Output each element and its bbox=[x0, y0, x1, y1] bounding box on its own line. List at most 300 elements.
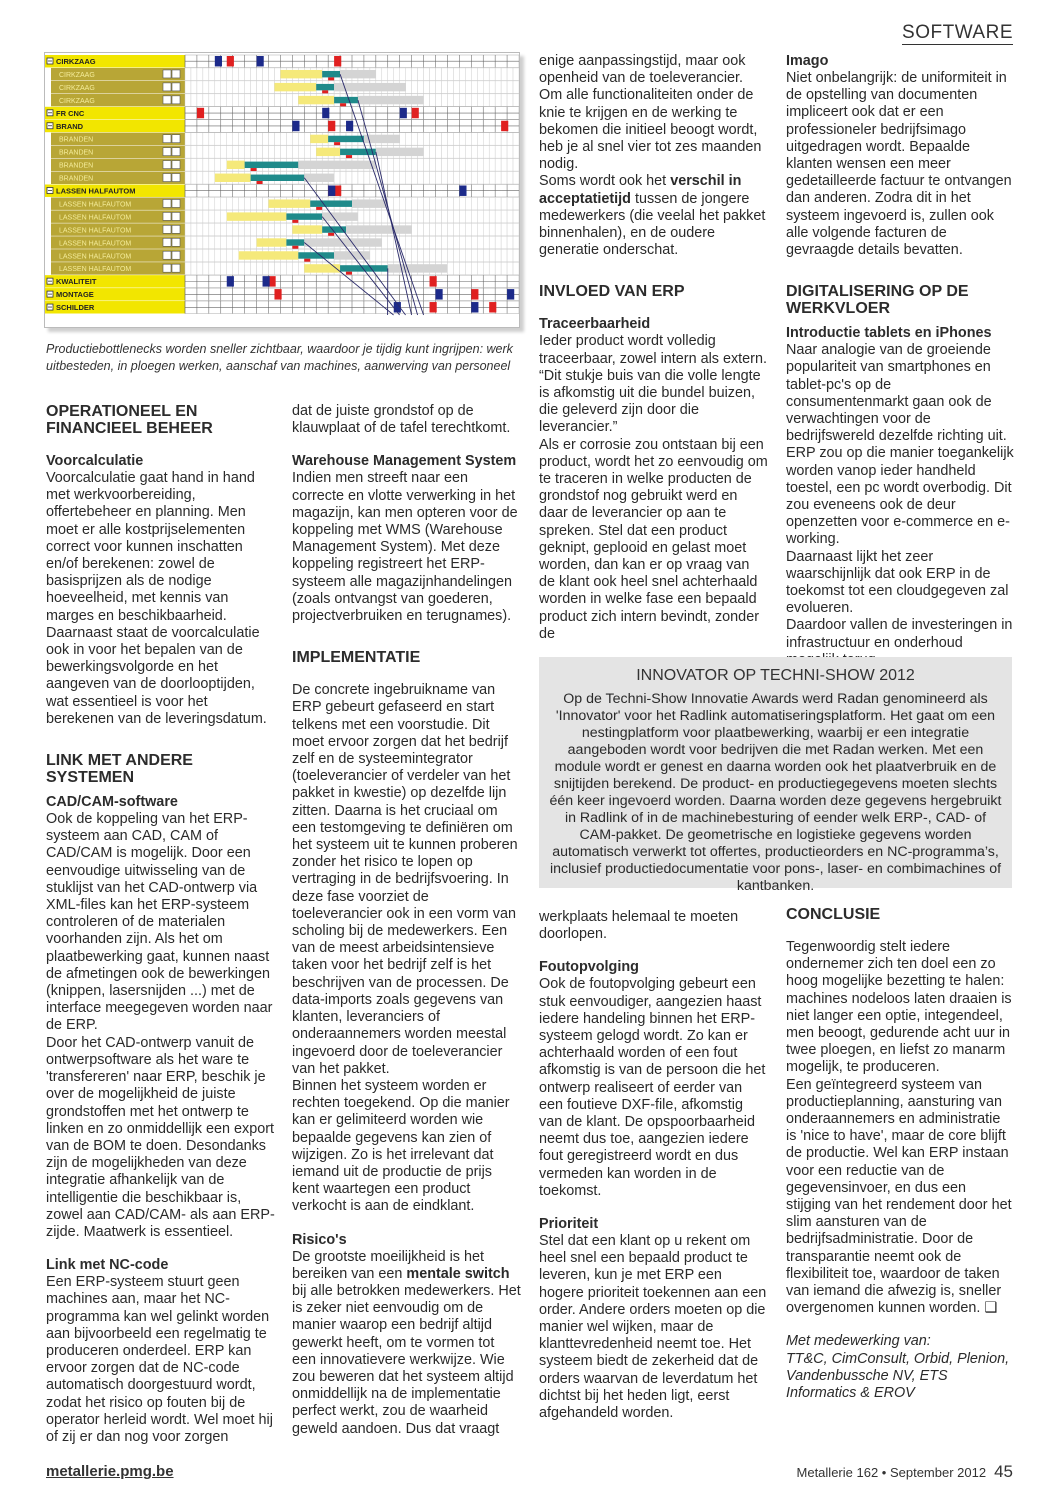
grid-cell bbox=[280, 223, 286, 235]
grid-cell bbox=[436, 236, 442, 248]
paragraph: Een ERP-systeem stuurt geen machines aan, maar het NC-programma kan wel gelinkt worden aan bijvoorbeeld een regelmatig te produceren onderdeel. ERP kan ervoor zorgen dat de NC-code automatisch doorgestuurd wordt, zodat het risico op fouten bij de operator herleid wordt. Wel moet hij of zij er dan nog voor zorgen bbox=[46, 1274, 273, 1445]
grid-cell bbox=[221, 197, 227, 209]
group-label: MONTAGE bbox=[56, 290, 94, 300]
grid-cell bbox=[215, 94, 221, 106]
bar-marker bbox=[251, 168, 257, 171]
grid-cell bbox=[197, 159, 203, 171]
grid-cell bbox=[245, 197, 251, 209]
grid-cell bbox=[191, 236, 197, 248]
grid-cell bbox=[489, 223, 495, 235]
grid-cell bbox=[459, 262, 465, 274]
paragraph: werkplaats helemaal te moeten doorlopen. bbox=[539, 909, 739, 943]
grid-cell bbox=[215, 133, 221, 145]
grid-cell bbox=[376, 210, 382, 222]
load-marker bbox=[322, 108, 329, 118]
flag-icon bbox=[172, 148, 180, 156]
grid-cell bbox=[209, 223, 215, 235]
resource-label: LASSEN HALFAUTOM bbox=[59, 240, 132, 248]
website-link[interactable]: metallerie.pmg.be bbox=[46, 1463, 174, 1480]
grid-cell bbox=[459, 81, 465, 93]
grid-cell bbox=[471, 197, 477, 209]
load-marker bbox=[400, 108, 407, 118]
bar-marker bbox=[346, 155, 352, 158]
grid-cell bbox=[495, 68, 501, 80]
grid-cell bbox=[203, 133, 209, 145]
grid-cell bbox=[424, 81, 430, 93]
load-marker bbox=[328, 186, 335, 196]
grid-cell bbox=[436, 146, 442, 158]
grid-cell bbox=[430, 197, 436, 209]
grid-cell bbox=[191, 159, 197, 171]
emphasis: mentale switch bbox=[406, 1265, 510, 1282]
grid-cell bbox=[280, 94, 286, 106]
grid-cell bbox=[209, 159, 215, 171]
grid-cell bbox=[447, 133, 453, 145]
grid-cell bbox=[215, 249, 221, 261]
paragraph: Een geïntegreerd systeem van productieplanning, aansturing van onderaannemers en administratie is 'nice to have', maar de core blijft de productie. Wel kan ERP instaan voor een reductie van de gegevensinvoer, en dus een stijging van het rendement door het slim aansturen van de bedrijfsadministratie. Door de transparantie neemt ook de flexibiliteit toe, waardoor de taken van iemand die afwezig is, sneller overgenomen kunnen worden. ❑ bbox=[786, 1076, 1012, 1317]
grid-cell bbox=[459, 94, 465, 106]
grid-cell bbox=[418, 133, 424, 145]
grid-cell bbox=[209, 249, 215, 261]
grid-cell bbox=[495, 249, 501, 261]
load-marker bbox=[436, 289, 443, 299]
grid-cell bbox=[507, 94, 513, 106]
grid-cell bbox=[459, 172, 465, 184]
grid-cell bbox=[263, 146, 269, 158]
grid-cell bbox=[513, 210, 519, 222]
column-4-bottom bbox=[786, 906, 1014, 1402]
grid-cell bbox=[471, 223, 477, 235]
bar-marker bbox=[322, 90, 328, 93]
flag-icon bbox=[172, 135, 180, 143]
grid-cell bbox=[382, 159, 388, 171]
grid-cell bbox=[412, 81, 418, 93]
bar-active bbox=[245, 162, 299, 168]
bar-planned bbox=[215, 174, 251, 182]
bar-planned bbox=[274, 83, 316, 91]
grid-cell bbox=[412, 68, 418, 80]
grid-cell bbox=[412, 223, 418, 235]
grid-cell bbox=[471, 210, 477, 222]
paragraph: Tegenwoordig stelt iedere ondernemer zich ten doel een zo hoog mogelijke bezetting te halen: machines nodeloos laten draaien is niet langer een optie, integendeel, men beoogt, gedurende acht uur in twee ploegen, en liefst zo manarm mogelijk, te produceren. bbox=[786, 939, 1012, 1076]
grid-cell bbox=[489, 133, 495, 145]
grid-cell bbox=[340, 172, 346, 184]
grid-cell bbox=[513, 172, 519, 184]
bar-planned bbox=[298, 96, 334, 104]
grid-cell bbox=[441, 94, 447, 106]
grid-cell bbox=[471, 94, 477, 106]
grid-cell bbox=[501, 133, 507, 145]
load-marker bbox=[227, 56, 234, 66]
grid-cell bbox=[465, 197, 471, 209]
grid-cell bbox=[477, 262, 483, 274]
grid-cell bbox=[465, 236, 471, 248]
grid-cell bbox=[418, 68, 424, 80]
grid-cell bbox=[382, 249, 388, 261]
grid-cell bbox=[263, 68, 269, 80]
heading-digitalisering: DIGITALISERING OP DE WERKVLOER bbox=[786, 283, 969, 318]
grid-cell bbox=[197, 223, 203, 235]
grid-cell bbox=[376, 68, 382, 80]
grid-cell bbox=[388, 172, 394, 184]
grid-cell bbox=[507, 68, 513, 80]
grid-cell bbox=[286, 94, 292, 106]
grid-cell bbox=[453, 133, 459, 145]
bar-planned bbox=[269, 199, 311, 207]
grid-cell bbox=[447, 159, 453, 171]
paragraph: Voorcalculatie gaat hand in hand met werkvoorbereiding, offertebeheer en planning. Men moet er alle kostprijselementen correct voor kunnen inschatten en/of berekenen: zowel de basisprijzen als de nodige hoeveelheid, met kennis van marges en beschikbaarheid. Daarnaast staat de voorcalculatie ook in voor het bepalen van de bewerkingsvolgorde en het aangeven van de doorlooptijden, wat essentieel is voor het berekenen van de leveringsdatum. bbox=[46, 470, 267, 727]
grid-cell bbox=[495, 159, 501, 171]
grid-cell bbox=[239, 146, 245, 158]
grid-cell bbox=[197, 94, 203, 106]
grid-cell bbox=[507, 81, 513, 93]
paragraph: Binnen het systeem worden er rechten toegekend. Op die manier kan er gelimiteerd worden wie bepaalde gegevens kan zien of wijzigen. Zo is het irrelevant dat iemand uit de productie de prijs kent waartegen een product verkocht is aan de eindklant. bbox=[292, 1077, 510, 1215]
flag-icon bbox=[172, 212, 180, 220]
grid-cell bbox=[203, 146, 209, 158]
grid-cell bbox=[436, 94, 442, 106]
grid-cell bbox=[221, 133, 227, 145]
grid-cell bbox=[513, 159, 519, 171]
grid-cell bbox=[418, 223, 424, 235]
grid-cell bbox=[251, 236, 257, 248]
grid-cell bbox=[412, 172, 418, 184]
grid-cell bbox=[453, 81, 459, 93]
grid-cell bbox=[292, 262, 298, 274]
grid-cell bbox=[495, 197, 501, 209]
grid-cell bbox=[257, 94, 263, 106]
bar-planned bbox=[257, 238, 287, 246]
grid-cell bbox=[436, 223, 442, 235]
grid-cell bbox=[507, 159, 513, 171]
grid-cell bbox=[424, 210, 430, 222]
box-body: Op de Techni-Show Innovatie Awards werd Radan genomineerd als 'Innovator' voor het Radlink automatiseringsplatform. Het gaat om een nestingplatform voor plaatbewerking, waarbij er een integratie aangeboden wordt voor bedrijven die met Radan werken. Met een module wordt er genest en daarna worden ook het plaatverbruik en de snijtijden berekend. De product- en productiegegevens moeten slechts één keer ingevoerd worden. Daarna worden deze gegevens hergebruikt in Radlink of in de machinebesturing of eender welk ERP-, CAD- of CAM-pakket. De geometrische en logistieke gegevens worden automatisch verwerkt tot offertes, productieorders en NC-programma’s, inclusief productiedocumentatie voor pons-, laser- en combimachines of kantbanken. bbox=[549, 691, 1002, 894]
grid-cell bbox=[203, 223, 209, 235]
bar-marker bbox=[346, 272, 352, 275]
grid-cell bbox=[233, 262, 239, 274]
grid-cell bbox=[465, 159, 471, 171]
grid-cell bbox=[203, 68, 209, 80]
grid-cell bbox=[459, 146, 465, 158]
grid-cell bbox=[495, 172, 501, 184]
grid-cell bbox=[239, 133, 245, 145]
grid-cell bbox=[215, 146, 221, 158]
grid-cell bbox=[197, 236, 203, 248]
grid-cell bbox=[358, 210, 364, 222]
resource-label: CIRKZAAG bbox=[59, 84, 95, 92]
grid-cell bbox=[185, 236, 191, 248]
load-marker bbox=[471, 289, 478, 299]
grid-cell bbox=[257, 223, 263, 235]
grid-cell bbox=[513, 262, 519, 274]
grid-cell bbox=[382, 68, 388, 80]
grid-cell bbox=[382, 210, 388, 222]
grid-cell bbox=[489, 81, 495, 93]
grid-cell bbox=[447, 81, 453, 93]
grid-cell bbox=[513, 197, 519, 209]
grid-cell bbox=[471, 172, 477, 184]
grid-cell bbox=[239, 68, 245, 80]
grid-cell bbox=[477, 94, 483, 106]
grid-cell bbox=[209, 146, 215, 158]
grid-cell bbox=[269, 94, 275, 106]
grid-cell bbox=[495, 94, 501, 106]
bar-marker bbox=[292, 246, 298, 249]
grid-cell bbox=[185, 210, 191, 222]
grid-cell bbox=[501, 68, 507, 80]
grid-cell bbox=[447, 172, 453, 184]
grid-cell bbox=[430, 81, 436, 93]
grid-cell bbox=[483, 236, 489, 248]
grid-cell bbox=[453, 262, 459, 274]
load-marker bbox=[430, 276, 437, 286]
grid-cell bbox=[412, 236, 418, 248]
grid-cell bbox=[501, 236, 507, 248]
grid-cell bbox=[513, 236, 519, 248]
grid-cell bbox=[209, 197, 215, 209]
grid-cell bbox=[263, 81, 269, 93]
paragraph: Ook de koppeling van het ERP-systeem aan CAD, CAM of CAD/CAM is mogelijk. Door een eenvoudige uitwisseling van de stuklijst van het CAD-ontwerp via XML-files kan het ERP-systeem controleren of de materialen voorhanden zijn. Als het om plaatbewerking gaat, kunnen naast de afmetingen ook de bewerkingen (knippen, lasersnijden ...) met de interface meegegeven worden naar de ERP. bbox=[46, 811, 273, 1034]
grid-cell bbox=[483, 81, 489, 93]
grid-cell bbox=[424, 223, 430, 235]
grid-cell bbox=[471, 81, 477, 93]
issue-info bbox=[797, 1462, 1013, 1482]
grid-cell bbox=[257, 133, 263, 145]
grid-cell bbox=[501, 223, 507, 235]
grid-cell bbox=[185, 81, 191, 93]
grid-cell bbox=[430, 146, 436, 158]
grid-cell bbox=[483, 146, 489, 158]
grid-cell bbox=[453, 94, 459, 106]
grid-cell bbox=[245, 236, 251, 248]
credits-names: TT&C, CimConsult, Orbid, Plenion, Vandenbussche NV, ETS Informatics & EROV bbox=[786, 1350, 1010, 1402]
load-marker bbox=[489, 302, 496, 312]
flag-icon bbox=[163, 83, 171, 91]
grid-cell bbox=[459, 223, 465, 235]
grid-cell bbox=[489, 236, 495, 248]
grid-cell bbox=[245, 94, 251, 106]
text-run: Soms wordt ook het bbox=[539, 173, 671, 190]
grid-cell bbox=[292, 94, 298, 106]
grid-cell bbox=[239, 236, 245, 248]
column-2 bbox=[292, 403, 522, 1438]
grid-cell bbox=[191, 94, 197, 106]
grid-cell bbox=[197, 68, 203, 80]
grid-cell bbox=[471, 236, 477, 248]
bar-planned bbox=[280, 70, 322, 78]
grid-cell bbox=[197, 133, 203, 145]
grid-cell bbox=[394, 68, 400, 80]
grid-cell bbox=[453, 146, 459, 158]
grid-cell bbox=[501, 249, 507, 261]
grid-cell bbox=[185, 262, 191, 274]
grid-cell bbox=[298, 262, 304, 274]
figure-caption: Productiebottlenecks worden sneller zichtbaar, waardoor je tijdig kunt ingrijpen: werk uitbesteden, in ploegen werken, aanschaf van machines, aanwerving van personeel bbox=[46, 342, 513, 373]
paragraph: Ieder product wordt volledig traceerbaar, zowel intern als extern. “Dit stukje buis van die volle lengte is afkomstig uit die bundel buizen, die geleverd zijn door die leverancier.” bbox=[539, 333, 767, 436]
grid-cell bbox=[388, 236, 394, 248]
grid-cell bbox=[388, 249, 394, 261]
flag-icon bbox=[172, 83, 180, 91]
grid-cell bbox=[245, 133, 251, 145]
grid-cell bbox=[185, 133, 191, 145]
grid-cell bbox=[441, 81, 447, 93]
grid-cell bbox=[251, 197, 257, 209]
grid-cell bbox=[441, 159, 447, 171]
grid-cell bbox=[477, 172, 483, 184]
grid-cell bbox=[274, 94, 280, 106]
heading-invloed-erp: INVLOED VAN ERP bbox=[539, 283, 685, 301]
bar-planned bbox=[316, 148, 340, 156]
grid-cell bbox=[406, 249, 412, 261]
grid-cell bbox=[197, 197, 203, 209]
flag-icon bbox=[163, 212, 171, 220]
grid-cell bbox=[221, 94, 227, 106]
load-marker bbox=[274, 289, 281, 299]
grid-cell bbox=[424, 249, 430, 261]
grid-cell bbox=[489, 262, 495, 274]
bar-active bbox=[328, 136, 364, 142]
group-label: KWALITEIT bbox=[56, 277, 97, 287]
grid-cell bbox=[197, 249, 203, 261]
grid-cell bbox=[447, 262, 453, 274]
grid-cell bbox=[269, 81, 275, 93]
innovator-box bbox=[539, 657, 1012, 894]
flag-icon bbox=[163, 225, 171, 233]
grid-cell bbox=[209, 133, 215, 145]
grid-cell bbox=[501, 146, 507, 158]
grid-cell bbox=[424, 68, 430, 80]
load-marker bbox=[471, 302, 478, 312]
grid-cell bbox=[233, 94, 239, 106]
grid-cell bbox=[447, 210, 453, 222]
load-marker bbox=[412, 108, 419, 118]
grid-cell bbox=[257, 68, 263, 80]
grid-cell bbox=[203, 159, 209, 171]
grid-cell bbox=[406, 133, 412, 145]
grid-cell bbox=[441, 236, 447, 248]
grid-cell bbox=[483, 262, 489, 274]
grid-cell bbox=[447, 236, 453, 248]
grid-cell bbox=[477, 68, 483, 80]
bar-marker bbox=[257, 181, 263, 184]
flag-icon bbox=[163, 148, 171, 156]
bar-active bbox=[340, 265, 388, 271]
grid-cell bbox=[489, 197, 495, 209]
grid-cell bbox=[424, 94, 430, 106]
grid-cell bbox=[489, 146, 495, 158]
flag-icon bbox=[163, 264, 171, 272]
grid-cell bbox=[489, 159, 495, 171]
paragraph: Ook de foutopvolging gebeurt een stuk eenvoudiger, aangezien haast iedere handeling binnen het ERP-systeem gelogd wordt. Zo kan er achterhaald worden of een fout afkomstig is van de persoon die het ontwerp realiseert of eerder van een foutieve DXF-file, afkomstig van de klant. De opspoorbaarheid neemt dus toe, aangezien iedere fout geregistreerd wordt en dus vermeden kan worden in de toekomst. bbox=[539, 976, 766, 1199]
grid-cell bbox=[477, 159, 483, 171]
grid-cell bbox=[388, 68, 394, 80]
grid-cell bbox=[251, 81, 257, 93]
grid-cell bbox=[227, 249, 233, 261]
grid-cell bbox=[286, 262, 292, 274]
load-marker bbox=[430, 302, 437, 312]
grid-cell bbox=[406, 236, 412, 248]
grid-cell bbox=[489, 94, 495, 106]
grid-cell bbox=[436, 249, 442, 261]
grid-cell bbox=[441, 146, 447, 158]
grid-cell bbox=[227, 68, 233, 80]
grid-cell bbox=[263, 262, 269, 274]
grid-cell bbox=[274, 146, 280, 158]
grid-cell bbox=[203, 94, 209, 106]
bar-free bbox=[358, 96, 424, 104]
grid-cell bbox=[441, 133, 447, 145]
paragraph: Door het CAD-ontwerp vanuit de ontwerpsoftware als het ware te 'transfereren' naar ERP, beschik je over de mogelijkheid de juiste grondstoffen met het ontwerp te linken en zo onmiddellijk een export van de BOM te doen. Desondanks zijn de mogelijkheden van deze integratie afhankelijk van de intelligentie die beschikbaar is, zowel aan CAD/CAM- als aan ERP-zijde. Maatwerk is essentieel. bbox=[46, 1034, 275, 1240]
grid-cell bbox=[334, 172, 340, 184]
grid-cell bbox=[483, 68, 489, 80]
grid-cell bbox=[257, 262, 263, 274]
grid-cell bbox=[274, 262, 280, 274]
grid-cell bbox=[453, 159, 459, 171]
grid-cell bbox=[430, 210, 436, 222]
grid-cell bbox=[465, 68, 471, 80]
grid-cell bbox=[346, 172, 352, 184]
grid-cell bbox=[185, 68, 191, 80]
grid-cell bbox=[185, 197, 191, 209]
grid-cell bbox=[507, 172, 513, 184]
grid-cell bbox=[465, 94, 471, 106]
grid-cell bbox=[227, 197, 233, 209]
grid-cell bbox=[483, 223, 489, 235]
text-run: De grootste moeilijkheid is het bereiken van een bbox=[292, 1248, 484, 1282]
grid-cell bbox=[495, 223, 501, 235]
paragraph: Niet onbelangrijk: de uniformiteit in de opstelling van documenten impliceert ook dat er een professioneler bedrijfsimago uitgedragen wordt. Bepaalde klanten wensen een meer gedetailleerde factuur te ontvangen dan anderen. Zodra dit in het systeem ingevoerd is, zullen ook alle volgende facturen de gevraagde details bevatten. bbox=[786, 70, 1012, 259]
bar-active bbox=[286, 213, 322, 219]
grid-cell bbox=[245, 146, 251, 158]
grid-cell bbox=[191, 146, 197, 158]
grid-cell bbox=[447, 197, 453, 209]
group-label: FR CNC bbox=[56, 108, 85, 118]
grid-cell bbox=[501, 172, 507, 184]
grid-cell bbox=[483, 133, 489, 145]
bar-free bbox=[346, 225, 412, 233]
grid-cell bbox=[239, 197, 245, 209]
grid-cell bbox=[477, 210, 483, 222]
grid-cell bbox=[406, 210, 412, 222]
grid-cell bbox=[400, 68, 406, 80]
resource-label: LASSEN HALFAUTOM bbox=[59, 214, 132, 222]
grid-cell bbox=[233, 133, 239, 145]
grid-cell bbox=[197, 210, 203, 222]
heading-operationeel: OPERATIONEEL EN FINANCIEEL BEHEER bbox=[46, 403, 213, 437]
grid-cell bbox=[263, 94, 269, 106]
grid-cell bbox=[245, 81, 251, 93]
grid-cell bbox=[406, 197, 412, 209]
grid-cell bbox=[501, 94, 507, 106]
grid-cell bbox=[233, 249, 239, 261]
column-1 bbox=[46, 403, 276, 1446]
bar-active bbox=[251, 175, 305, 181]
resource-label: LASSEN HALFAUTOM bbox=[59, 227, 132, 235]
grid-cell bbox=[209, 81, 215, 93]
load-marker bbox=[257, 56, 264, 66]
grid-cell bbox=[191, 172, 197, 184]
grid-cell bbox=[358, 172, 364, 184]
emphasis: verschil in acceptatietijd bbox=[539, 173, 742, 207]
grid-cell bbox=[513, 81, 519, 93]
grid-cell bbox=[495, 210, 501, 222]
grid-cell bbox=[441, 172, 447, 184]
paragraph: Daarnaast lijkt het zeer waarschijnlijk dat ook ERP in de toekomst tot een cloudgegeven zal evolueren. bbox=[786, 548, 1009, 617]
grid-cell bbox=[215, 223, 221, 235]
grid-cell bbox=[400, 210, 406, 222]
credits-label: Met medewerking van: bbox=[786, 1333, 931, 1350]
page-number: 45 bbox=[994, 1462, 1013, 1481]
grid-cell bbox=[191, 262, 197, 274]
